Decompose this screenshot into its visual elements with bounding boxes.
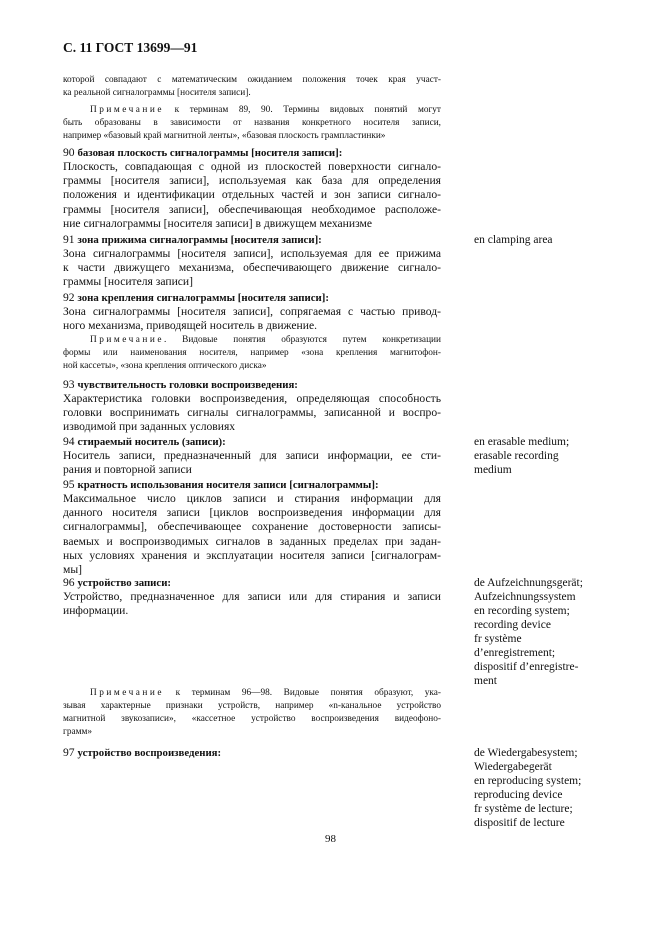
term-heading [63,146,441,160]
text-line [63,347,441,360]
equivalents-94 [474,435,624,477]
term-number: 94 [63,435,75,448]
text-line [63,117,441,130]
note-text: к терминам 89, 90. Термины видовых понятий могут [164,105,441,115]
term-title: базовая плоскость сигналограммы [носителя записи]: [77,147,343,159]
term-title: стираемый носитель (записи): [77,436,226,448]
note-text: формы или наименования носителя, например «зона крепления магнитофон- [63,348,441,358]
foreign-equivalent: fr système [474,633,522,645]
foreign-equivalent: en clamping area [474,234,553,246]
foreign-equivalent: d’enregistrement; [474,647,556,659]
note-text: зывая характерные признаки устройств, например «n-канальное устройство [63,701,441,711]
term-heading [63,378,441,392]
page-number: 98 [325,833,336,845]
page-header: С. 11 ГОСТ 13699—91 [63,40,198,55]
text-line: положения и идентификации отдельных частей и зон записи сигнало- [63,188,441,202]
term-definition [63,590,441,618]
term-number: 92 [63,291,75,304]
term-heading [63,233,441,247]
text-line: головки воспринимать сигналы сигналограммы, записанной и воспро- [63,406,441,420]
text-line: Максимальное число циклов записи и стирания информации для [63,492,441,505]
text-line [63,700,441,713]
term-definition [63,305,441,333]
note-text: грамм» [63,727,93,737]
foreign-equivalent: dispositif de lecture [474,817,565,829]
equivalents-97 [474,746,624,830]
text-line: граммы [носителя записи] [63,275,193,289]
note-label: Примечание [90,105,164,115]
text-line [63,687,441,700]
foreign-equivalent: medium [474,464,512,476]
term-number: 96 [63,576,75,589]
text-line: ного механизма, приводящей носитель в движение. [63,319,318,333]
text-line: ка реальной сигналограммы [носителя записи]. [63,88,251,98]
text-line [63,104,441,117]
text-line: которой совпадают с математическим ожиданием положения точек края участ- [63,75,441,85]
term-90 [63,146,441,231]
term-number: 90 [63,146,75,159]
note-text: к терминам 96—98. Видовые понятия образуют, ука- [164,688,441,698]
text-line: Плоскость, совпадающая с одной из плоскостей поверхности сигнало- [63,160,441,173]
term-number: 91 [63,233,75,246]
note-text: быть образованы в зависимости от названия конкретного носителя записи, [63,118,441,128]
term-number: 93 [63,378,75,391]
text-line: Зона сигналограммы [носителя записи], используемая для ее прижима [63,247,441,260]
note-label: Примечание [90,335,164,345]
term-heading [63,291,441,305]
term-title: зона крепления сигналограммы [носителя записи]: [77,292,329,304]
term-title: чувствительность головки воспроизведения: [77,379,298,391]
text-line [63,334,441,347]
foreign-equivalent: en erasable medium; [474,436,570,448]
foreign-equivalent: en reproducing system; [474,775,582,787]
foreign-equivalent: dispositif d’enregistre- [474,661,579,673]
text-line: рания и повторной записи [63,463,192,477]
text-line: Устройство, предназначенное для записи или для стирания и записи [63,590,441,603]
note-96-98 [63,687,441,739]
note-text: магнитной звукозаписи», «кассетное устройство воспроизведения видеофоно- [63,714,441,724]
text-line: данного носителя записи [циклов воспроизведения информации для [63,506,441,520]
text-line: граммы [носителя записи], обеспечивающая необходимое расположе- [63,202,441,216]
foreign-equivalent: reproducing device [474,789,563,801]
note-text: . Видовые понятия образуются путем конкретизации [164,335,441,345]
term-title: устройство воспроизведения: [77,747,222,759]
text-line: Носитель записи, предназначенный для записи информации, ее сти- [63,449,441,462]
intro-paragraph [63,74,441,100]
note-text: ной кассеты», «зона крепления оптического диска» [63,361,267,371]
note-89-90 [63,104,441,143]
text-line: Характеристика головки воспроизведения, определяющая способность [63,392,441,405]
text-line: к части движущего механизма, обеспечивающего движение сигнало- [63,261,441,275]
term-91 [63,233,441,290]
text-line [63,713,441,726]
note-92 [63,334,441,373]
term-heading [63,576,441,590]
foreign-equivalent: recording device [474,619,551,631]
equivalents-91 [474,233,624,247]
term-96 [63,576,441,618]
term-95 [63,478,441,577]
foreign-equivalent: de Wiedergabesystem; [474,747,578,759]
term-definition [63,247,441,290]
term-title: кратность использования носителя записи [сигналограммы]: [77,479,379,491]
text-line: изводимой при заданных условиях [63,420,236,434]
term-definition [63,449,441,477]
foreign-equivalent: fr système de lecture; [474,803,573,815]
foreign-equivalent: en recording system; [474,605,570,617]
term-definition [63,160,441,231]
term-title: устройство записи: [77,577,172,589]
note-label: Примечание [90,688,164,698]
text-line [63,130,441,143]
text-line [63,726,441,739]
text-line: Зона сигналограммы [носителя записи], сопрягаемая с частью привод- [63,305,441,318]
foreign-equivalent: Wiedergabegerät [474,761,552,773]
term-definition [63,392,441,435]
text-line: ние сигналограммы [носителя записи] в движущем механизме [63,216,372,230]
term-93 [63,378,441,435]
term-number: 97 [63,746,75,759]
term-94 [63,435,441,477]
term-heading [63,435,441,449]
foreign-equivalent: ment [474,675,497,687]
text-line: граммы [носителя записи], используемая как база для определения [63,174,441,188]
term-heading [63,746,441,760]
text-line: сигналограммы], обеспечивающее сохранение достоверности записы- [63,520,441,534]
term-title: зона прижима сигналограммы [носителя записи]: [77,234,322,246]
foreign-equivalent: de Aufzeichnungsgerät; [474,577,583,589]
foreign-equivalent: Aufzeichnungssystem [474,591,576,603]
equivalents-96 [474,576,624,688]
term-definition [63,492,441,577]
note-text: например «базовый край магнитной ленты», «базовая плоскость грампластинки» [63,131,386,141]
foreign-equivalent: erasable recording [474,450,559,462]
text-line: ваемых и воспроизводимых сигналов в заданных пределах при задан- [63,534,441,548]
text-line: мы] [63,563,82,577]
term-97 [63,746,441,760]
text-line: ных условиях хранения и эксплуатации носителя записи [сигналограм- [63,548,441,562]
text-line [63,360,441,373]
term-92 [63,291,441,333]
term-number: 95 [63,478,75,491]
text-line: информации. [63,604,129,618]
term-heading [63,478,441,492]
